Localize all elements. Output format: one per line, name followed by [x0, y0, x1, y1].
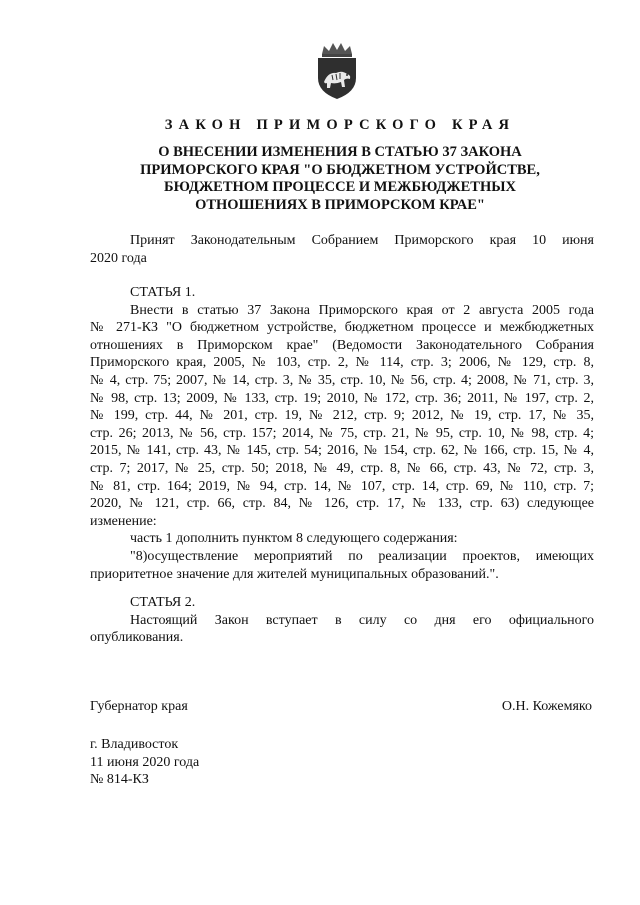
footer-number: № 814-КЗ: [90, 772, 149, 788]
article-quote-line: приоритетное значение для жителей муниципальных образований.".: [90, 566, 499, 582]
article-part-line: часть 1 дополнить пунктом 8 следующего содержания:: [130, 531, 458, 547]
article-line: стр. 26; 2013, № 56, стр. 157; 2014, № 75, стр. 21, № 95, стр. 10, № 98, стр. 4;: [90, 425, 594, 441]
article-line: № 81, стр. 164; 2019, № 94, стр. 14, № 107, стр. 14, стр. 69, № 110, стр. 7;: [90, 478, 594, 494]
article-line: Приморского края, 2005, № 103, стр. 2, № 114, стр. 3; 2006, № 129, стр. 8,: [90, 355, 594, 371]
adoption-line: 2020 года: [90, 250, 147, 266]
article-2: [90, 594, 594, 647]
article-line: опубликования.: [90, 630, 184, 646]
article-line: 2015, № 141, стр. 43, № 145, стр. 54; 2016, № 154, стр. 62, № 166, стр. 15, № 4,: [90, 443, 594, 459]
article-line: № 271-КЗ "О бюджетном устройстве, бюджетном процессе и межбюджетных: [90, 320, 594, 336]
article-heading: СТАТЬЯ 2.: [130, 595, 196, 610]
primorye-coat-of-arms-icon: [314, 42, 360, 100]
adoption-note: [90, 232, 594, 267]
law-title: ЗАКОН ПРИМОРСКОГО КРАЯ: [164, 117, 516, 133]
subtitle-line: ОТНОШЕНИЯХ В ПРИМОРСКОМ КРАЕ": [195, 196, 485, 213]
document-footer: [90, 736, 594, 789]
footer-city: г. Владивосток: [90, 737, 179, 752]
article-line: стр. 7; 2017, № 25, стр. 50; 2018, № 49, стр. 8, № 66, стр. 43, № 72, стр. 3,: [90, 460, 594, 476]
adoption-line: Принят Законодательным Собранием Приморского края 10 июня: [130, 233, 594, 248]
article-heading: СТАТЬЯ 1.: [130, 285, 196, 300]
article-1: [90, 284, 594, 583]
article-line: 2020, № 121, стр. 66, стр. 84, № 126, стр. 17, № 133, стр. 63) следующее: [90, 496, 594, 512]
article-line: отношениях в Приморском крае" (Ведомости Законодательного Собрания: [90, 337, 594, 353]
article-quote-line: "8)осуществление мероприятий по реализации проектов, имеющих: [130, 548, 594, 564]
article-line: № 98, стр. 13; 2009, № 133, стр. 19; 2010, № 172, стр. 36; 2011, № 197, стр. 2,: [90, 390, 594, 406]
subtitle-line: О ВНЕСЕНИИ ИЗМЕНЕНИЯ В СТАТЬЮ 37 ЗАКОНА: [158, 144, 522, 160]
article-line: № 4, стр. 75; 2007, № 14, стр. 3, № 35, стр. 10, № 56, стр. 4; 2008, № 71, стр. 3,: [90, 372, 594, 388]
subtitle-line: ПРИМОРСКОГО КРАЯ "О БЮДЖЕТНОМ УСТРОЙСТВЕ,: [140, 161, 540, 178]
article-line: Внести в статью 37 Закона Приморского края от 2 августа 2005 года: [130, 302, 594, 318]
article-line: № 199, стр. 44, № 201, стр. 19, № 212, стр. 9; 2012, № 19, стр. 17, № 35,: [90, 408, 594, 424]
signature-name: О.Н. Кожемяко: [501, 699, 592, 714]
article-line: Настоящий Закон вступает в силу со дня его официального: [130, 612, 594, 628]
law-subtitle: [90, 144, 590, 214]
article-line: изменение:: [90, 513, 157, 529]
signature-position: Губернатор края: [90, 699, 188, 714]
subtitle-line: БЮДЖЕТНОМ ПРОЦЕССЕ И МЕЖБЮДЖЕТНЫХ: [164, 179, 516, 195]
footer-date: 11 июня 2020 года: [90, 754, 200, 770]
